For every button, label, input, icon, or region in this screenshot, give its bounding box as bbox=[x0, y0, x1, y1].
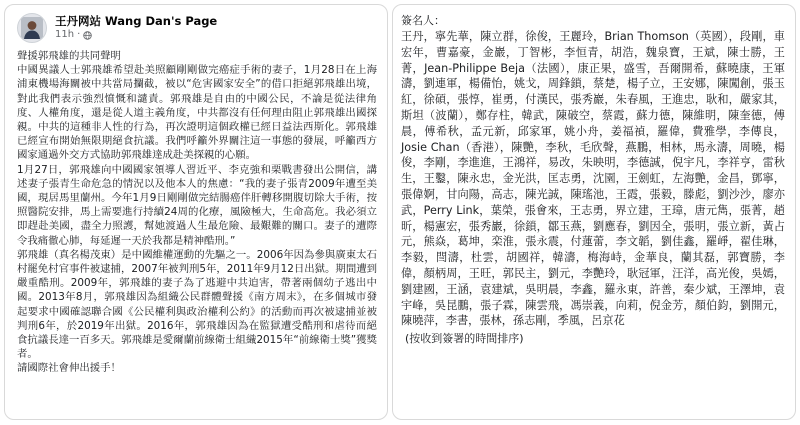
signers-document bbox=[392, 4, 796, 420]
post-timestamp[interactable]: 11h bbox=[55, 29, 75, 40]
signers-order-note: (按收到簽署的時間排序) bbox=[405, 332, 524, 346]
avatar-portrait-icon bbox=[21, 17, 43, 39]
post-paragraph: 郭飛雄（真名楊茂東）是中國維權運動的先驅之一。2006年因為參與廣東太石村罷免村官事件被逮捕，2007年被判刑5年，2011年9月12日出獄。期間遭到嚴重酷刑。2009年，郭飛雄的妻子為了逃避中共迫害，帶著兩個幼子逃出中國。2013年8月，郭飛雄因為組織公民群體聲援《南方周末》，在多個城市發起要求中國確認聯合國《公民權利與政治權利公約》的活動而再次被逮捕並被判刑6年，於2019年出獄。2016年，郭飛雄因為在監獄遭受酷刑和虐待而絕食抗議長達一百多天。郭飛雄是愛爾蘭前線衛士組織2015年“前線衛士獎”獲獎者。 bbox=[17, 248, 377, 361]
signers-heading: 簽名人： bbox=[401, 14, 445, 27]
post-title: 聲援郭飛雄的共同聲明 bbox=[17, 50, 121, 62]
facebook-post bbox=[4, 4, 388, 420]
signers-list: 王丹，寧先華，陳立群，徐俊，王麗玲，Brian Thomson（英國），段剛，車宏年，曹嘉豪，金巖，丁智彬，李恒青，胡浩，魏泉寶，王斌，陳士勝，王菁，Jean-Philippe Beja（法國），康正果，盛雪，吾爾開希，蘇曉康，王軍濤，劉連軍，楊備怡，姚戈，周鋒鎖，蔡楚，楊子立，王安娜，陳闖創，張玉紅，徐碩，張惇，崔勇，付漢民，張秀巖，朱春風，王進忠，耿和，嚴家其，斯坦（波蘭），鄭存柱，韓武，陳破空，蔡霞，蘇力德，陳維明，陳奎德，傅晨，傅希秋，孟元新，邱家軍，姚小舟，姜福禎，羅偉，費雅學，李傳良，Josie Chan（香港），陳艷，李秋，毛欣聲，燕鵬，相林，馬永濤，周曉，楊俊，李剛，李進進，王鴻祥，易改，朱映明，李德誠，倪宇凡，李祥亨，雷秋生，王鑿，陳永忠，金光洪，匡志勇，沈園，王劍虹，左海艷，金昌，鄧寧，張偉婀，甘向陽，高志，陳光誠，陳瑤池，王霞，張毅，滕彪，劉沙沙，廖亦武，Perry Link，葉榮，張會來，王志勇，界立建，王璋，唐元雋，張菁，趙昕，楊憲宏，張秀巖，徐鎖，鄒玉燕，劉應春，劉因全，張明，張立新，黃占元，熊焱，葛坤，栾淮，張永震，付蓮蕾，李文韜，劉佳鑫，羅崢，翟佳琳，李毅，閆濤，杜雲，胡國祥，韓濤，梅海峙，金華良，蘭其磊，郭寶勝，李偉，顏柄周，王旺，郭民主，劉元，李艷玲，耿冠軍，汪洋，高光俊，吳嫣，劉建國，王涵，袁建斌，吳明晨，李鑫，羅永東，許善，秦少斌，王澤坤，袁宇峰，吳昆鵬，張子霖，陳雲飛，馮崇義，向莉，倪金芳，顏伯鈞，劉開元，陳曉萍，李書，張林，孫志剛，季風，呂京花 bbox=[401, 30, 785, 328]
globe-icon[interactable] bbox=[83, 31, 92, 40]
meta-separator: · bbox=[77, 29, 81, 40]
post-paragraph: 請國際社會伸出援手！ bbox=[17, 362, 121, 375]
post-header-text bbox=[55, 14, 217, 42]
post-paragraph: 1月27日，郭飛雄向中國國家領導人習近平、李克強和栗戰書發出公開信，講述妻子張青生命危急的情況以及他本人的焦慮：“我的妻子張青2009年遭至美國，現居馬里蘭州。今年1月9日剛剛做完結腸癌伴肝轉移開腹切除大手術，按照醫院安排，馬上需要進行持續24周的化療，風險極大，生命高危。我必須立即趕赴美國，盡全力照護，幫她渡過人生最危險、最艱難的關口。妻子的遭際令我痛徹心肺，每延遲一天於我都是精神酷刑。” bbox=[17, 163, 377, 247]
page-avatar[interactable] bbox=[17, 13, 47, 43]
post-meta bbox=[55, 28, 217, 42]
page-name-link[interactable]: 王丹网站 Wang Dan's Page bbox=[55, 14, 218, 28]
post-body bbox=[17, 49, 377, 376]
post-paragraph: 中國異議人士郭飛雄希望赴美照顧剛剛做完癌症手術的妻子，1月28日在上海浦東機場海關被中共當局攔截，被以“危害國家安全”的借口拒絕郭飛雄出境，對此我們表示強烈憤慨和譴責。郭飛雄是自由的中國公民，不論是從法律角度、人權角度，還是從人道主義角度，中共都沒有任何理由阻止郭飛雄出國探親。中共的這種非人性的行為，再次證明這個政權已經日益法西斯化。郭飛雄已經宣布開始無限期絕食抗議。我們呼籲外界關注這一事態的發展，呼籲西方國家通過外交方式協助郭飛雄達成赴美探親的心願。 bbox=[17, 64, 377, 162]
post-header bbox=[17, 11, 377, 45]
